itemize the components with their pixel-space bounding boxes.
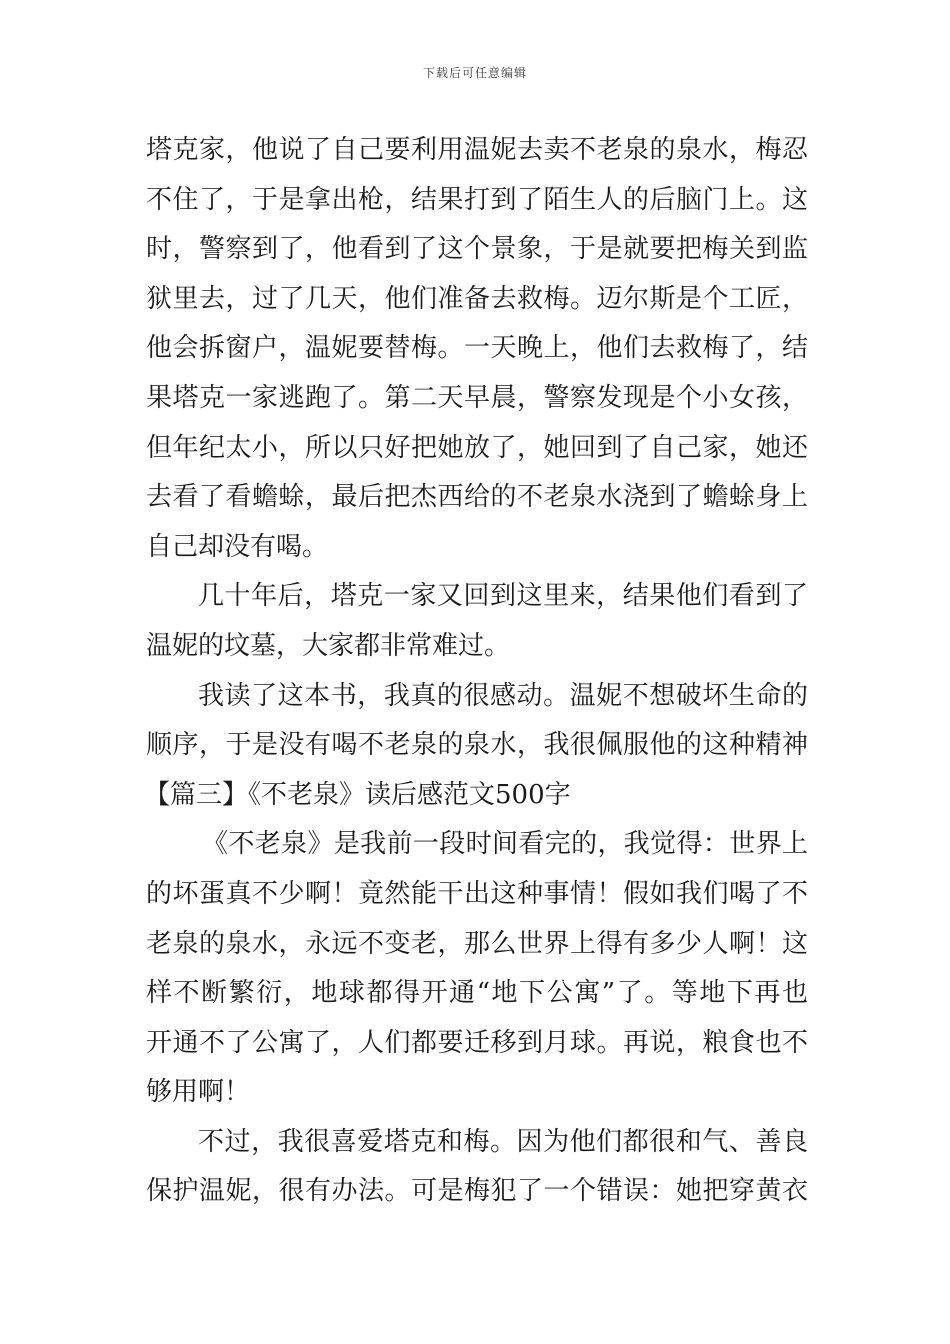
text-line: 但年纪太小，所以只好把她放了，她回到了自己家，她还 bbox=[146, 432, 808, 463]
text-line: 样不断繁衍，地球都得开通“地下公寓”了。等地下再也 bbox=[146, 978, 808, 1009]
document-body bbox=[146, 126, 808, 1217]
paragraph-first-line: 《不老泉》是我前一段时间看完的，我觉得：世界上 bbox=[202, 829, 808, 860]
text-line: 去看了看蟾蜍，最后把杰西给的不老泉水浇到了蟾蜍身上 bbox=[146, 482, 808, 513]
text-line: 狱里去，过了几天，他们准备去救梅。迈尔斯是个工匠， bbox=[146, 283, 808, 314]
text-line: 温妮的坟墓，大家都非常难过。 bbox=[146, 630, 511, 661]
paragraph-first-line: 不过，我很喜爱塔克和梅。因为他们都很和气、善良 bbox=[198, 1126, 808, 1157]
text-line: 保护温妮，很有办法。可是梅犯了一个错误：她把穿黄衣 bbox=[146, 1176, 808, 1207]
text-line: 不住了，于是拿出枪，结果打到了陌生人的后脑门上。这 bbox=[146, 184, 808, 215]
paragraph-first-line: 几十年后，塔克一家又回到这里来，结果他们看到了 bbox=[198, 581, 808, 612]
text-line: 塔克家，他说了自己要利用温妮去卖不老泉的泉水，梅忍 bbox=[146, 135, 808, 165]
paragraph-first-line: 我读了这本书，我真的很感动。温妮不想破坏生命的 bbox=[198, 680, 808, 711]
text-line: 老泉的泉水，永远不变老，那么世界上得有多少人啊！这 bbox=[146, 928, 808, 959]
text-line: 时，警察到了，他看到了这个景象，于是就要把梅关到监 bbox=[146, 234, 808, 265]
text-line: 开通不了公寓了，人们都要迁移到月球。再说，粮食也不 bbox=[146, 1027, 808, 1058]
section-title: 【篇三】《不老泉》读后感范文500字 bbox=[144, 779, 571, 810]
text-line: 够用啊！ bbox=[146, 1077, 251, 1108]
header-note: 下载后可任意编辑 bbox=[422, 66, 527, 80]
text-line: 他会拆窗户，温妮要替梅。一天晚上，他们去救梅了，结 bbox=[146, 333, 808, 364]
text-line: 的坏蛋真不少啊！竟然能干出这种事情！假如我们喝了不 bbox=[146, 878, 808, 909]
text-line: 果塔克一家逃跑了。第二天早晨，警察发现是个小女孩， bbox=[146, 382, 808, 413]
text-line: 自己却没有喝。 bbox=[146, 531, 329, 562]
text-line: 顺序，于是没有喝不老泉的泉水，我很佩服他的这种精神 bbox=[146, 730, 808, 761]
